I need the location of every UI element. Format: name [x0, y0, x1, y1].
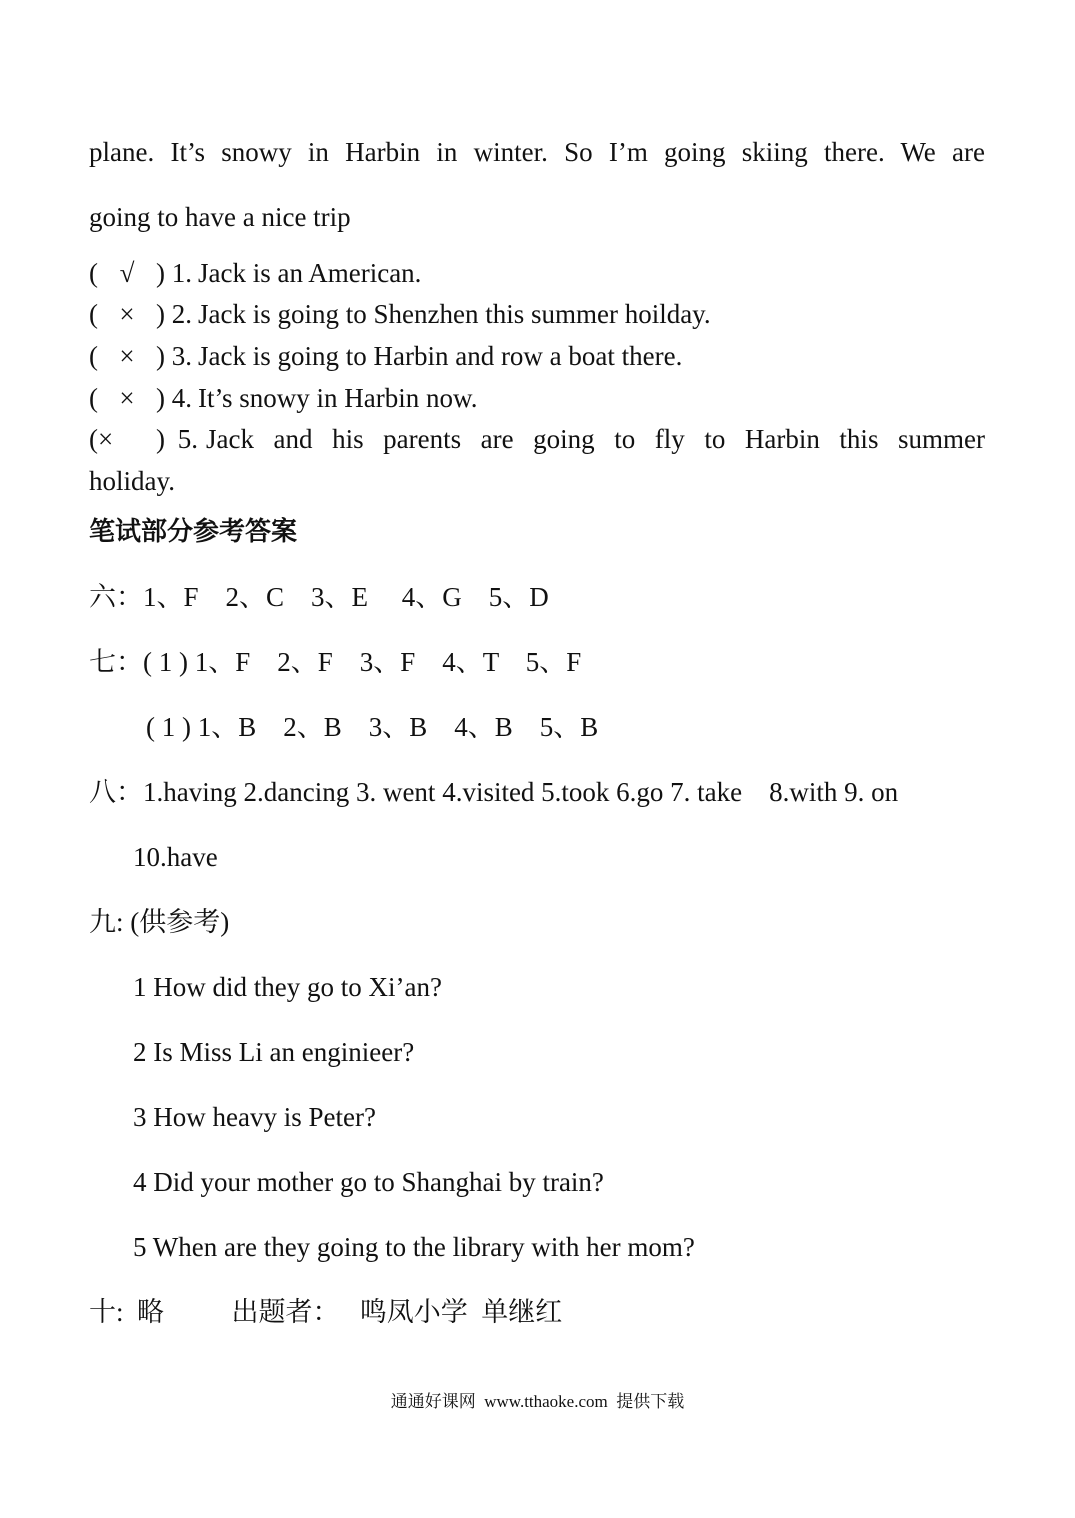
judgment-text: It’s snowy in Harbin now.: [198, 383, 478, 413]
answer-eight-continued: 10.have: [133, 842, 218, 872]
answer-nine-item-3: 3 How heavy is Peter?: [133, 1102, 376, 1132]
answer-seven-part-1: 七：( 1 ) 1、F 2、F 3、F 4、T 5、F: [89, 647, 582, 677]
cross-mark-icon: ×: [119, 383, 135, 413]
reading-line-1: plane. It’s snowy in Harbin in winter. So I’m going skiing there. We are: [89, 137, 985, 167]
judgment-text: Jack is an American.: [198, 258, 422, 288]
judgment-text: Jack is going to Shenzhen this summer hoilday.: [198, 299, 711, 329]
page-footer: 通通好课网 www.tthaoke.com 提供下载: [390, 1392, 685, 1411]
answer-nine-item-2: 2 Is Miss Li an enginieer?: [133, 1037, 415, 1067]
answer-eight: 八：1.having 2.dancing 3. went 4.visited 5.took 6.go 7. take 8.with 9. on: [89, 777, 899, 807]
cross-mark-icon: ×: [119, 341, 135, 371]
judgment-item-1: ( √ ) 1. Jack is an American.: [89, 258, 422, 288]
answer-seven-part-2: ( 1 ) 1、B 2、B 3、B 4、B 5、B: [146, 712, 599, 742]
judgment-item-3: ( × ) 3. Jack is going to Harbin and row a boat there.: [89, 341, 683, 371]
judgment-text: Jack is going to Harbin and row a boat there.: [198, 341, 683, 371]
cross-mark-icon: ×: [98, 424, 114, 454]
judgment-text: Jack and his parents are going to fly to Harbin this summer: [206, 424, 985, 454]
cross-mark-icon: ×: [119, 299, 135, 329]
judgment-item-5-continued: holiday.: [89, 466, 175, 496]
answer-nine-item-5: 5 When are they going to the library with her mom?: [133, 1232, 695, 1262]
check-mark-icon: √: [119, 258, 135, 288]
reading-line-2: going to have a nice trip: [89, 202, 351, 232]
judgment-item-4: ( × ) 4. It’s snowy in Harbin now.: [89, 383, 478, 413]
answer-nine-item-1: 1 How did they go to Xi’an?: [133, 972, 442, 1002]
answer-nine-item-4: 4 Did your mother go to Shanghai by train?: [133, 1167, 604, 1197]
judgment-item-5: ( × ) 5. Jack and his parents are going to fly to Harbin this summer: [89, 424, 985, 454]
section-heading: 笔试部分参考答案: [89, 517, 298, 547]
answer-nine-label: 九: (供参考): [89, 907, 230, 937]
judgment-item-2: ( × ) 2. Jack is going to Shenzhen this summer hoilday.: [89, 299, 711, 329]
answer-six: 六：1、F 2、C 3、E 4、G 5、D: [89, 582, 549, 612]
answer-ten: 十: 略 出题者： 鸣凤小学 单继红: [89, 1297, 563, 1327]
